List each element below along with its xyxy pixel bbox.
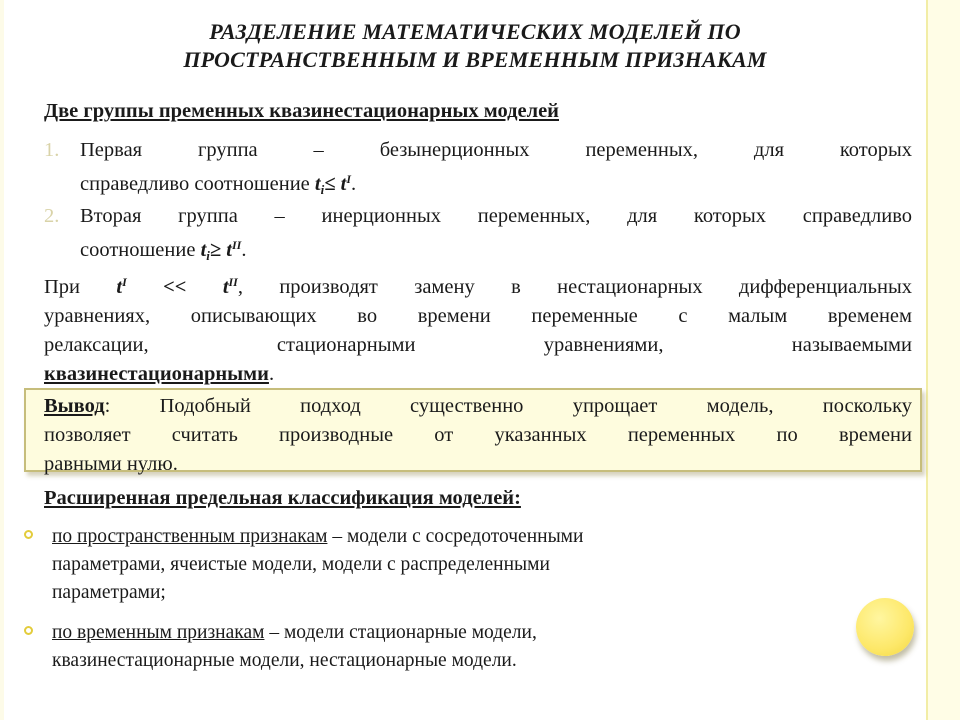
numbered-item-2 — [44, 202, 912, 270]
decorative-yellow-circle — [856, 598, 914, 656]
conclusion-label: Вывод — [44, 395, 105, 417]
conclusion-text — [44, 392, 912, 479]
term-spatial: по пространственным признакам — [52, 526, 328, 547]
left-frame-strip — [0, 0, 4, 720]
item-1-line-1: Первая группа – безынерционных переменных, для которых — [80, 139, 912, 161]
paragraph-line-4: квазинестационарными. — [44, 363, 275, 385]
item-number: 2. — [44, 205, 60, 227]
slide-title-line-1: РАЗДЕЛЕНИЕ МАТЕМАТИЧЕСКИХ МОДЕЛЕЙ ПО — [209, 19, 741, 44]
slide-title — [60, 18, 890, 74]
paragraph-line-2: уравнениях, описывающих во времени переменные с малым временем — [44, 305, 912, 327]
subheading-two-groups — [44, 97, 912, 126]
conclusion-line-2: позволяет считать производные от указанных переменных по времени — [44, 424, 912, 446]
term-temporal: по временным признакам — [52, 622, 265, 643]
item-number: 1. — [44, 139, 60, 161]
bullet-item-temporal — [52, 619, 812, 675]
bullet-1-line-2: параметрами, ячеистые модели, модели с распределенными — [52, 554, 550, 575]
bullet-1-line-3: параметрами; — [52, 582, 166, 603]
bullet-ring-icon — [24, 530, 33, 539]
conclusion-line-3: равными нулю. — [44, 453, 178, 475]
subheading-two-groups-text: Две группы пременных квазинестационарных моделей — [44, 100, 559, 122]
item-2-line-2: соотношение $t_i\ge t^{II}$. — [80, 238, 247, 263]
right-frame-strip — [926, 0, 960, 720]
subheading-classification — [44, 484, 912, 513]
slide-title-line-2: ПРОСТРАНСТВЕННЫМ И ВРЕМЕННЫМ ПРИЗНАКАМ — [183, 47, 767, 72]
item-1-line-2: справедливо соотношение $t_i\le t^I$. — [80, 172, 357, 197]
bullet-2-line-1: по временным признакам – модели стационарные модели, — [52, 622, 537, 643]
paragraph-line-1: При $t^I << t^{II}$, производят замену в нестационарных дифференциальных — [44, 275, 912, 298]
bullet-item-spatial — [52, 523, 812, 607]
conclusion-line-1: Вывод: Подобный подход существенно упрощает модель, поскольку — [44, 395, 912, 417]
bullet-ring-icon — [24, 626, 33, 635]
subheading-classification-text: Расширенная предельная классификация моделей: — [44, 487, 521, 509]
term-quasi-nonstationary: квазинестационарными — [44, 363, 269, 385]
bullet-1-line-1: по пространственным признакам – модели с сосредоточенными — [52, 526, 584, 547]
paragraph-line-3: релаксации, стационарными уравнениями, называемыми — [44, 334, 912, 356]
numbered-item-1 — [44, 136, 912, 204]
bullet-2-line-2: квазинестационарные модели, нестационарные модели. — [52, 650, 517, 671]
paragraph-quasi-models — [44, 268, 912, 389]
item-2-line-1: Вторая группа – инерционных переменных, для которых справедливо — [80, 205, 912, 227]
